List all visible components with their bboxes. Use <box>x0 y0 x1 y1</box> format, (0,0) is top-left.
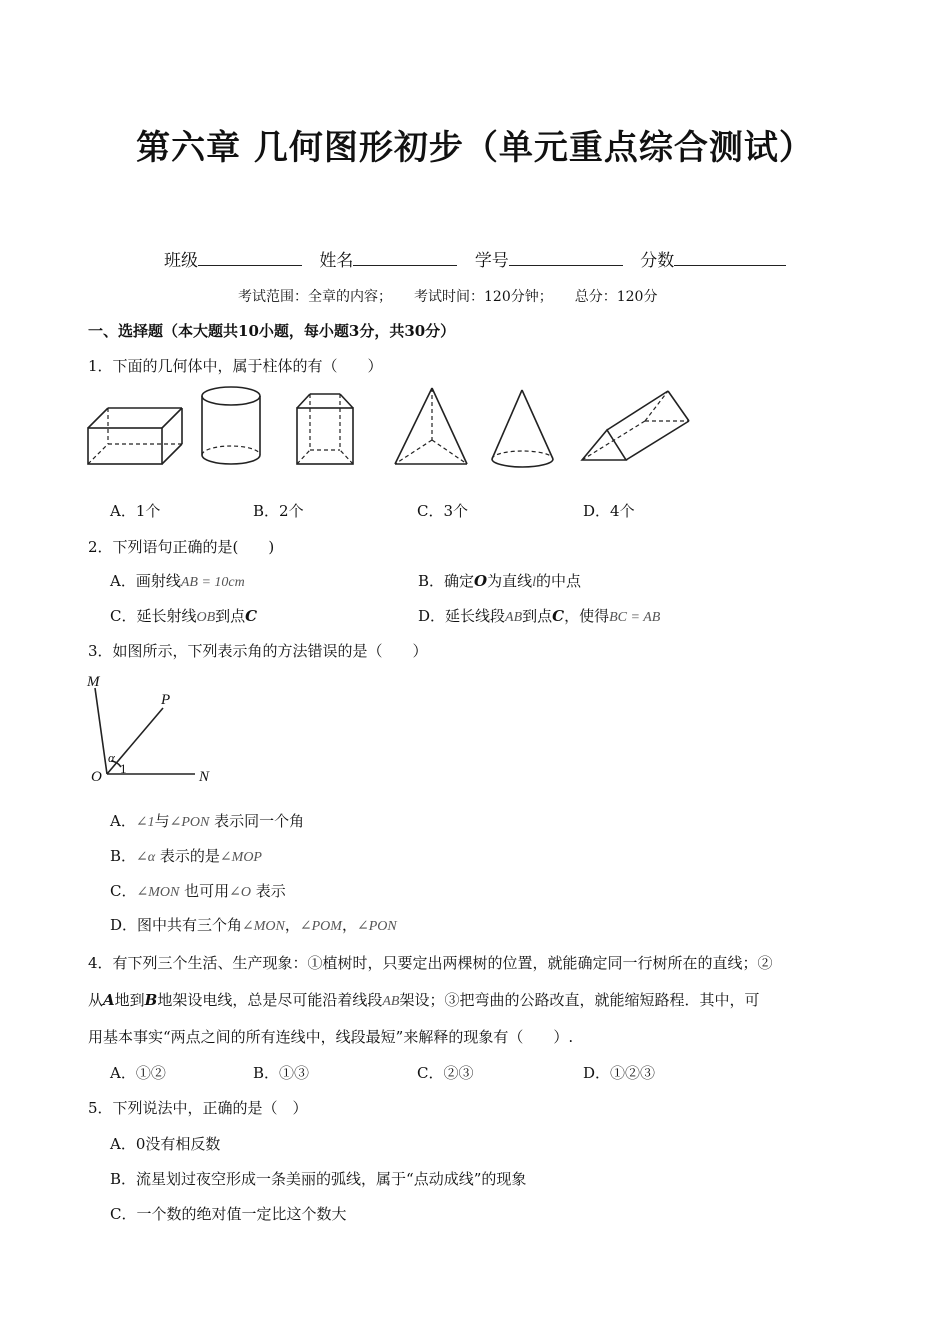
class-label: 班级 <box>164 251 198 271</box>
label-1: 1 <box>120 761 127 776</box>
q4-line3: 用基本事实“两点之间的所有连线中，线段最短”来解释的现象有（ ）. <box>88 1028 574 1046</box>
q5-stem: 5．下列说法中，正确的是（ ） <box>88 1099 308 1117</box>
q2-option-d: D．延长线段AB到点C，使得BC = AB <box>418 607 661 625</box>
q1-option-d: D．4个 <box>583 502 635 520</box>
q4-option-a: A．①② <box>110 1064 166 1082</box>
q1-stem: 1．下面的几何体中，属于柱体的有（ ） <box>88 357 383 375</box>
label-alpha: α <box>108 750 115 765</box>
q2-option-b: B．确定O为直线l的中点 <box>418 572 582 590</box>
exam-total: 总分：120分 <box>574 289 658 305</box>
section-heading: 一、选择题（本大题共10小题，每小题3分，共30分） <box>88 322 456 340</box>
q4-line2: 从A地到B地架设电线，总是尽可能沿着线段AB架设；③把弯曲的公路改直，就能缩短路程．其中，可 <box>88 991 760 1009</box>
label-P: P <box>161 692 171 708</box>
q2-a-math: AB = 10cm <box>180 575 245 590</box>
q3-stem: 3．如图所示，下列表示角的方法错误的是（ ） <box>88 642 428 660</box>
exam-range: 考试范围：全章的内容； <box>238 289 392 305</box>
exam-time: 考试时间：120分钟； <box>414 289 553 305</box>
q4-option-c: C．②③ <box>417 1064 474 1082</box>
q3-option-c: C．∠MON 也可用∠O 表示 <box>110 882 286 900</box>
id-label: 学号 <box>474 251 509 271</box>
q5-option-a: A．0没有相反数 <box>110 1135 221 1153</box>
label-M: M <box>87 674 100 690</box>
q1-option-a: A．1个 <box>110 502 161 520</box>
label-N: N <box>199 769 210 785</box>
score-label: 分数 <box>640 251 675 271</box>
q5-option-b: B．流星划过夜空形成一条美丽的弧线，属于“点动成线”的现象 <box>110 1170 527 1188</box>
q1-option-c: C．3个 <box>417 502 469 520</box>
q4-line1: 4．有下列三个生活、生产现象：①植树时，只要定出两棵树的位置，就能确定同一行树所在的直线；② <box>88 954 773 972</box>
q3-option-d: D．图中共有三个角∠MON，∠POM，∠PON <box>110 916 397 934</box>
q2-option-c: C．延长射线OB到点C <box>110 607 258 625</box>
q5-option-c: C．一个数的绝对值一定比这个数大 <box>110 1205 347 1223</box>
q3-option-a: A．∠1与∠PON 表示同一个角 <box>110 812 305 830</box>
label-O: O <box>91 769 102 785</box>
q4-option-d: D．①②③ <box>583 1064 656 1082</box>
q1-option-b: B．2个 <box>253 502 304 520</box>
q4-option-b: B．①③ <box>253 1064 310 1082</box>
page-title: 第六章 几何图形初步（单元重点综合测试） <box>136 128 814 168</box>
q2-option-a: A．画射线AB = 10cm <box>110 572 245 590</box>
q3-option-b: B．∠α 表示的是∠MOP <box>110 847 262 865</box>
name-label: 姓名 <box>319 251 354 271</box>
q2-stem: 2．下列语句正确的是( ) <box>88 538 275 556</box>
